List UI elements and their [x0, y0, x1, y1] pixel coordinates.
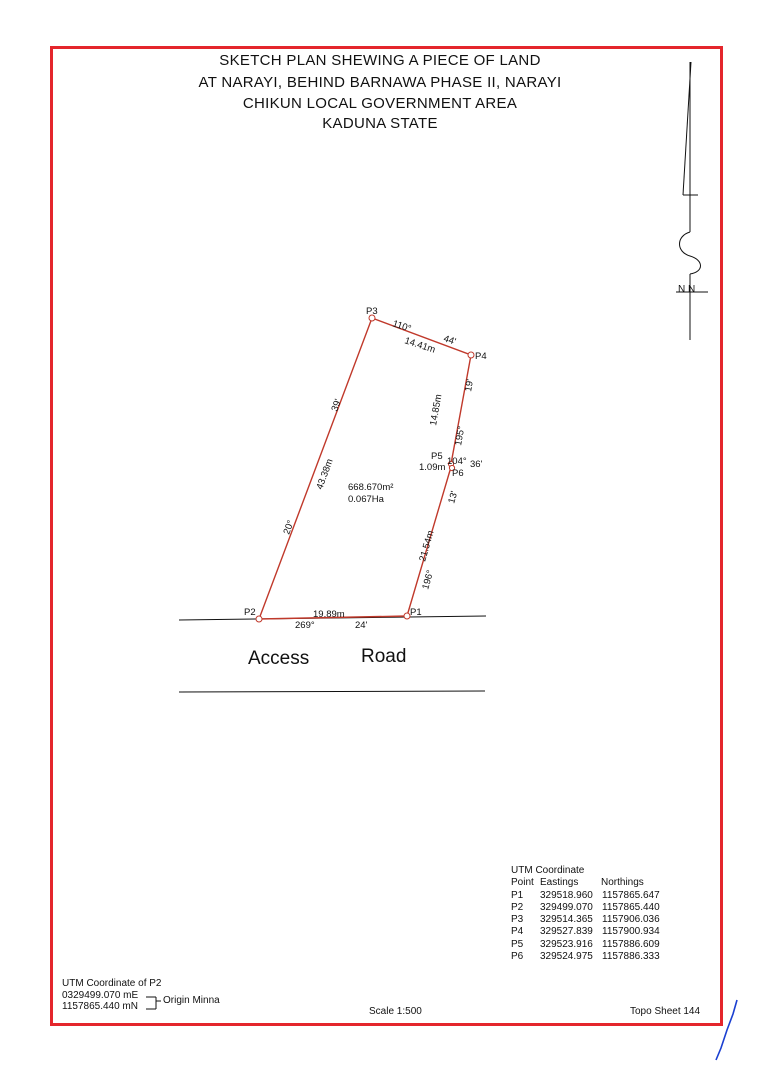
- cell-easting: 329499.070: [540, 901, 593, 913]
- utm-table-header-row: [511, 877, 682, 889]
- title-line-4: KADUNA STATE: [322, 115, 438, 132]
- cell-point: P5: [511, 938, 524, 950]
- table-row: [511, 890, 682, 902]
- cell-northing: 1157865.440: [602, 901, 660, 913]
- col-point: Point: [511, 877, 534, 889]
- road-edge-bottom: [179, 691, 485, 692]
- area-hectares: 0.067Ha: [348, 494, 384, 505]
- label-p4: P4: [475, 351, 487, 362]
- bearing-p1-p2: 269°: [295, 620, 315, 631]
- origin-label: Origin Minna: [163, 995, 220, 1006]
- cell-easting: 329523.916: [540, 938, 593, 950]
- distance-p2-p3: 43.38m: [314, 457, 336, 492]
- label-p5: P5: [431, 451, 443, 462]
- minutes-p3-p4: 44': [442, 333, 458, 348]
- title-line-1: SKETCH PLAN SHEWING A PIECE OF LAND: [219, 52, 541, 69]
- p2-origin-easting: 0329499.070 mE: [62, 989, 139, 1001]
- label-p3: P3: [366, 306, 378, 317]
- minutes-p1-p2: 24': [355, 620, 368, 631]
- minutes-p6-p1: 13': [446, 489, 461, 505]
- p2-origin-northing: 1157865.440 mN: [62, 1001, 138, 1012]
- table-row: [511, 939, 682, 951]
- cell-easting: 329527.839: [540, 926, 593, 938]
- cell-point: P4: [511, 926, 524, 938]
- cell-point: P6: [511, 951, 524, 963]
- area-sqm: 668.670m²: [348, 482, 394, 493]
- road-label-access: Access: [248, 648, 310, 669]
- bearing-p5-p6: 104°: [447, 456, 467, 467]
- title-line-2: AT NARAYI, BEHIND BARNAWA PHASE II, NARAYI: [198, 74, 562, 91]
- distance-p3-p4: 14.41m: [403, 335, 437, 356]
- cell-easting: 329514.365: [540, 914, 593, 926]
- bearing-p6-p1: 196°: [420, 568, 437, 591]
- cell-easting: 329518.960: [540, 889, 593, 901]
- distance-p1-p2: 19.89m: [313, 609, 345, 620]
- cell-northing: 1157886.333: [602, 951, 660, 963]
- north-label: N N: [678, 284, 696, 295]
- cell-point: P2: [511, 901, 524, 913]
- label-p6: P6: [452, 468, 464, 479]
- title-line-3: CHIKUN LOCAL GOVERNMENT AREA: [242, 95, 518, 112]
- cell-point: P3: [511, 914, 524, 926]
- label-p1: P1: [410, 607, 422, 618]
- utm-coordinate-table: [511, 865, 682, 963]
- table-row: [511, 902, 682, 914]
- minutes-p4-p5: 19': [463, 378, 477, 393]
- cell-northing: 1157900.934: [602, 926, 660, 938]
- table-row: [511, 926, 682, 938]
- beacon-p4: [468, 352, 474, 358]
- cell-northing: 1157886.609: [602, 938, 660, 950]
- bearing-p2-p3: 20°: [281, 518, 297, 537]
- cell-northing: 1157865.647: [602, 889, 660, 901]
- cell-point: P1: [511, 889, 524, 901]
- minutes-p5-p6: 36': [470, 459, 483, 470]
- north-arrow-icon: [676, 62, 708, 340]
- cell-northing: 1157906.036: [602, 914, 660, 926]
- table-row: [511, 914, 682, 926]
- utm-table-heading: UTM Coordinate: [511, 865, 585, 876]
- p2-origin-note: [62, 978, 162, 1013]
- p2-origin-heading: UTM Coordinate of P2: [62, 978, 162, 989]
- distance-p5-p6: 1.09m: [419, 462, 446, 473]
- road-label-road: Road: [361, 646, 407, 667]
- distance-p6-p1: 21.54m: [417, 529, 437, 563]
- table-row: [511, 951, 682, 963]
- col-eastings: Eastings: [540, 877, 579, 889]
- cell-easting: 329524.975: [540, 951, 593, 963]
- bearing-p4-p5: 195°: [453, 425, 468, 447]
- pen-stroke-mark: [716, 1000, 737, 1060]
- beacon-p2: [256, 616, 262, 622]
- label-p2: P2: [244, 607, 256, 618]
- minutes-p2-p3: 39': [329, 397, 345, 414]
- distance-p4-p5: 14.85m: [428, 393, 445, 427]
- bearing-p3-p4: 110°: [391, 318, 413, 335]
- topo-sheet-label: Topo Sheet 144: [630, 1006, 701, 1017]
- scale-label: Scale 1:500: [369, 1006, 422, 1017]
- col-northings: Northings: [601, 877, 644, 889]
